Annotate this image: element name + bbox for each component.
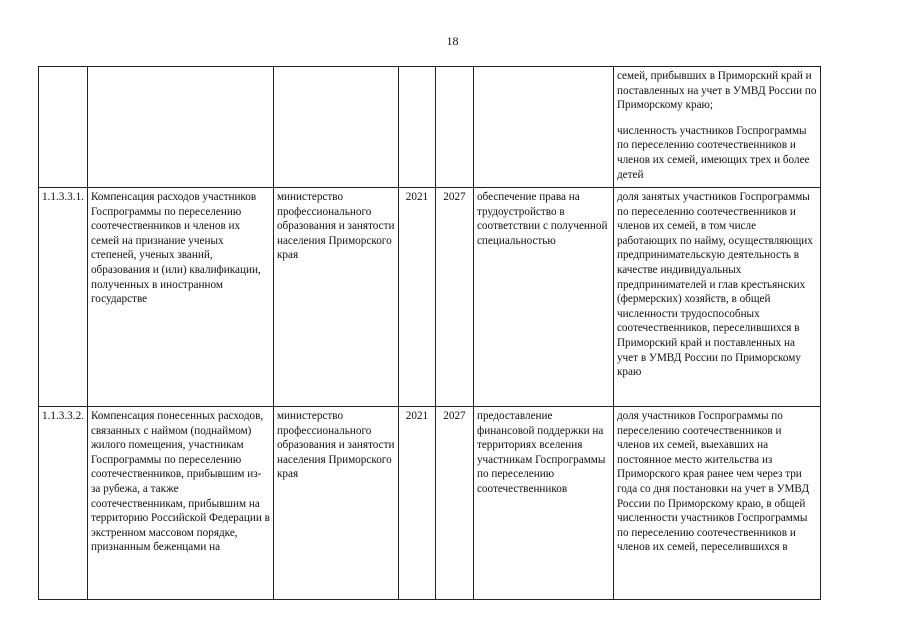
cell-indicator: доля занятых участников Госпрограммы по переселению соотечественников и членов их семей, в том числе работающих по найму, осуществляющих предпринимательскую деятельность в качестве индивидуальных предпринимателей и глав крестьянских (фермерских) хозяйств, в общей численности трудоспособных соотечественников, переселившихся в Приморский край и поставленных на учет в УМВД России по Приморскому краю (613, 188, 820, 407)
page-number: 18 (446, 34, 459, 48)
cell-start-year (398, 67, 435, 188)
program-measures-table (38, 66, 821, 600)
cell-start-year: 2021 (398, 407, 435, 600)
cell-name: Компенсация понесенных расходов, связанных с наймом (поднаймом) жилого помещения, участникам Госпрограммы по переселению соотечественников, прибывшим из-за рубежа, а также соотечественникам, прибывшим на территорию Российской Федерации в экстренном массовом порядке, признанным беженцами на (87, 407, 273, 600)
table-row-continuation (39, 67, 821, 188)
cell-executor: министерство профессионального образования и занятости населения Приморского края (273, 188, 398, 407)
indicator-paragraph: семей, прибывших в Приморский край и поставленных на учет в УМВД России по Приморскому краю; (616, 70, 817, 112)
table-row (39, 407, 821, 600)
cell-number: 1.1.3.3.2. (39, 407, 88, 600)
cell-number: 1.1.3.3.1. (39, 188, 88, 407)
cell-indicator (613, 67, 820, 188)
indicator-paragraph: численность участников Госпрограммы по переселению соотечественников и членов их семей, имеющих трех и более детей (616, 124, 810, 181)
cell-result (473, 67, 613, 188)
cell-result: предоставление финансовой поддержки на территориях вселения участникам Госпрограммы по переселению соотечественников (473, 407, 613, 600)
cell-executor (273, 67, 398, 188)
cell-name (87, 67, 273, 188)
cell-name: Компенсация расходов участников Госпрограммы по переселению соотечественников и членов их семей на признание ученых степеней, ученых званий, образования и (или) квалификации, полученных в иностранном государстве (87, 188, 273, 407)
cell-result: обеспечение права на трудоустройство в соответствии с полученной специальностью (473, 188, 613, 407)
cell-number (39, 67, 88, 188)
cell-end-year: 2027 (435, 188, 473, 407)
table-row (39, 188, 821, 407)
cell-indicator: доля участников Госпрограммы по переселению соотечественников и членов их семей, выехавших на постоянное место жительства из Приморского края ранее чем через три года со дня постановки на учет в УМВД России по Приморскому краю, в общей численности участников Госпрограммы по переселению соотечественников и членов их семей, переселившихся в (613, 407, 820, 600)
cell-start-year: 2021 (398, 188, 435, 407)
cell-end-year: 2027 (435, 407, 473, 600)
cell-executor: министерство профессионального образования и занятости населения Приморского края (273, 407, 398, 600)
cell-end-year (435, 67, 473, 188)
